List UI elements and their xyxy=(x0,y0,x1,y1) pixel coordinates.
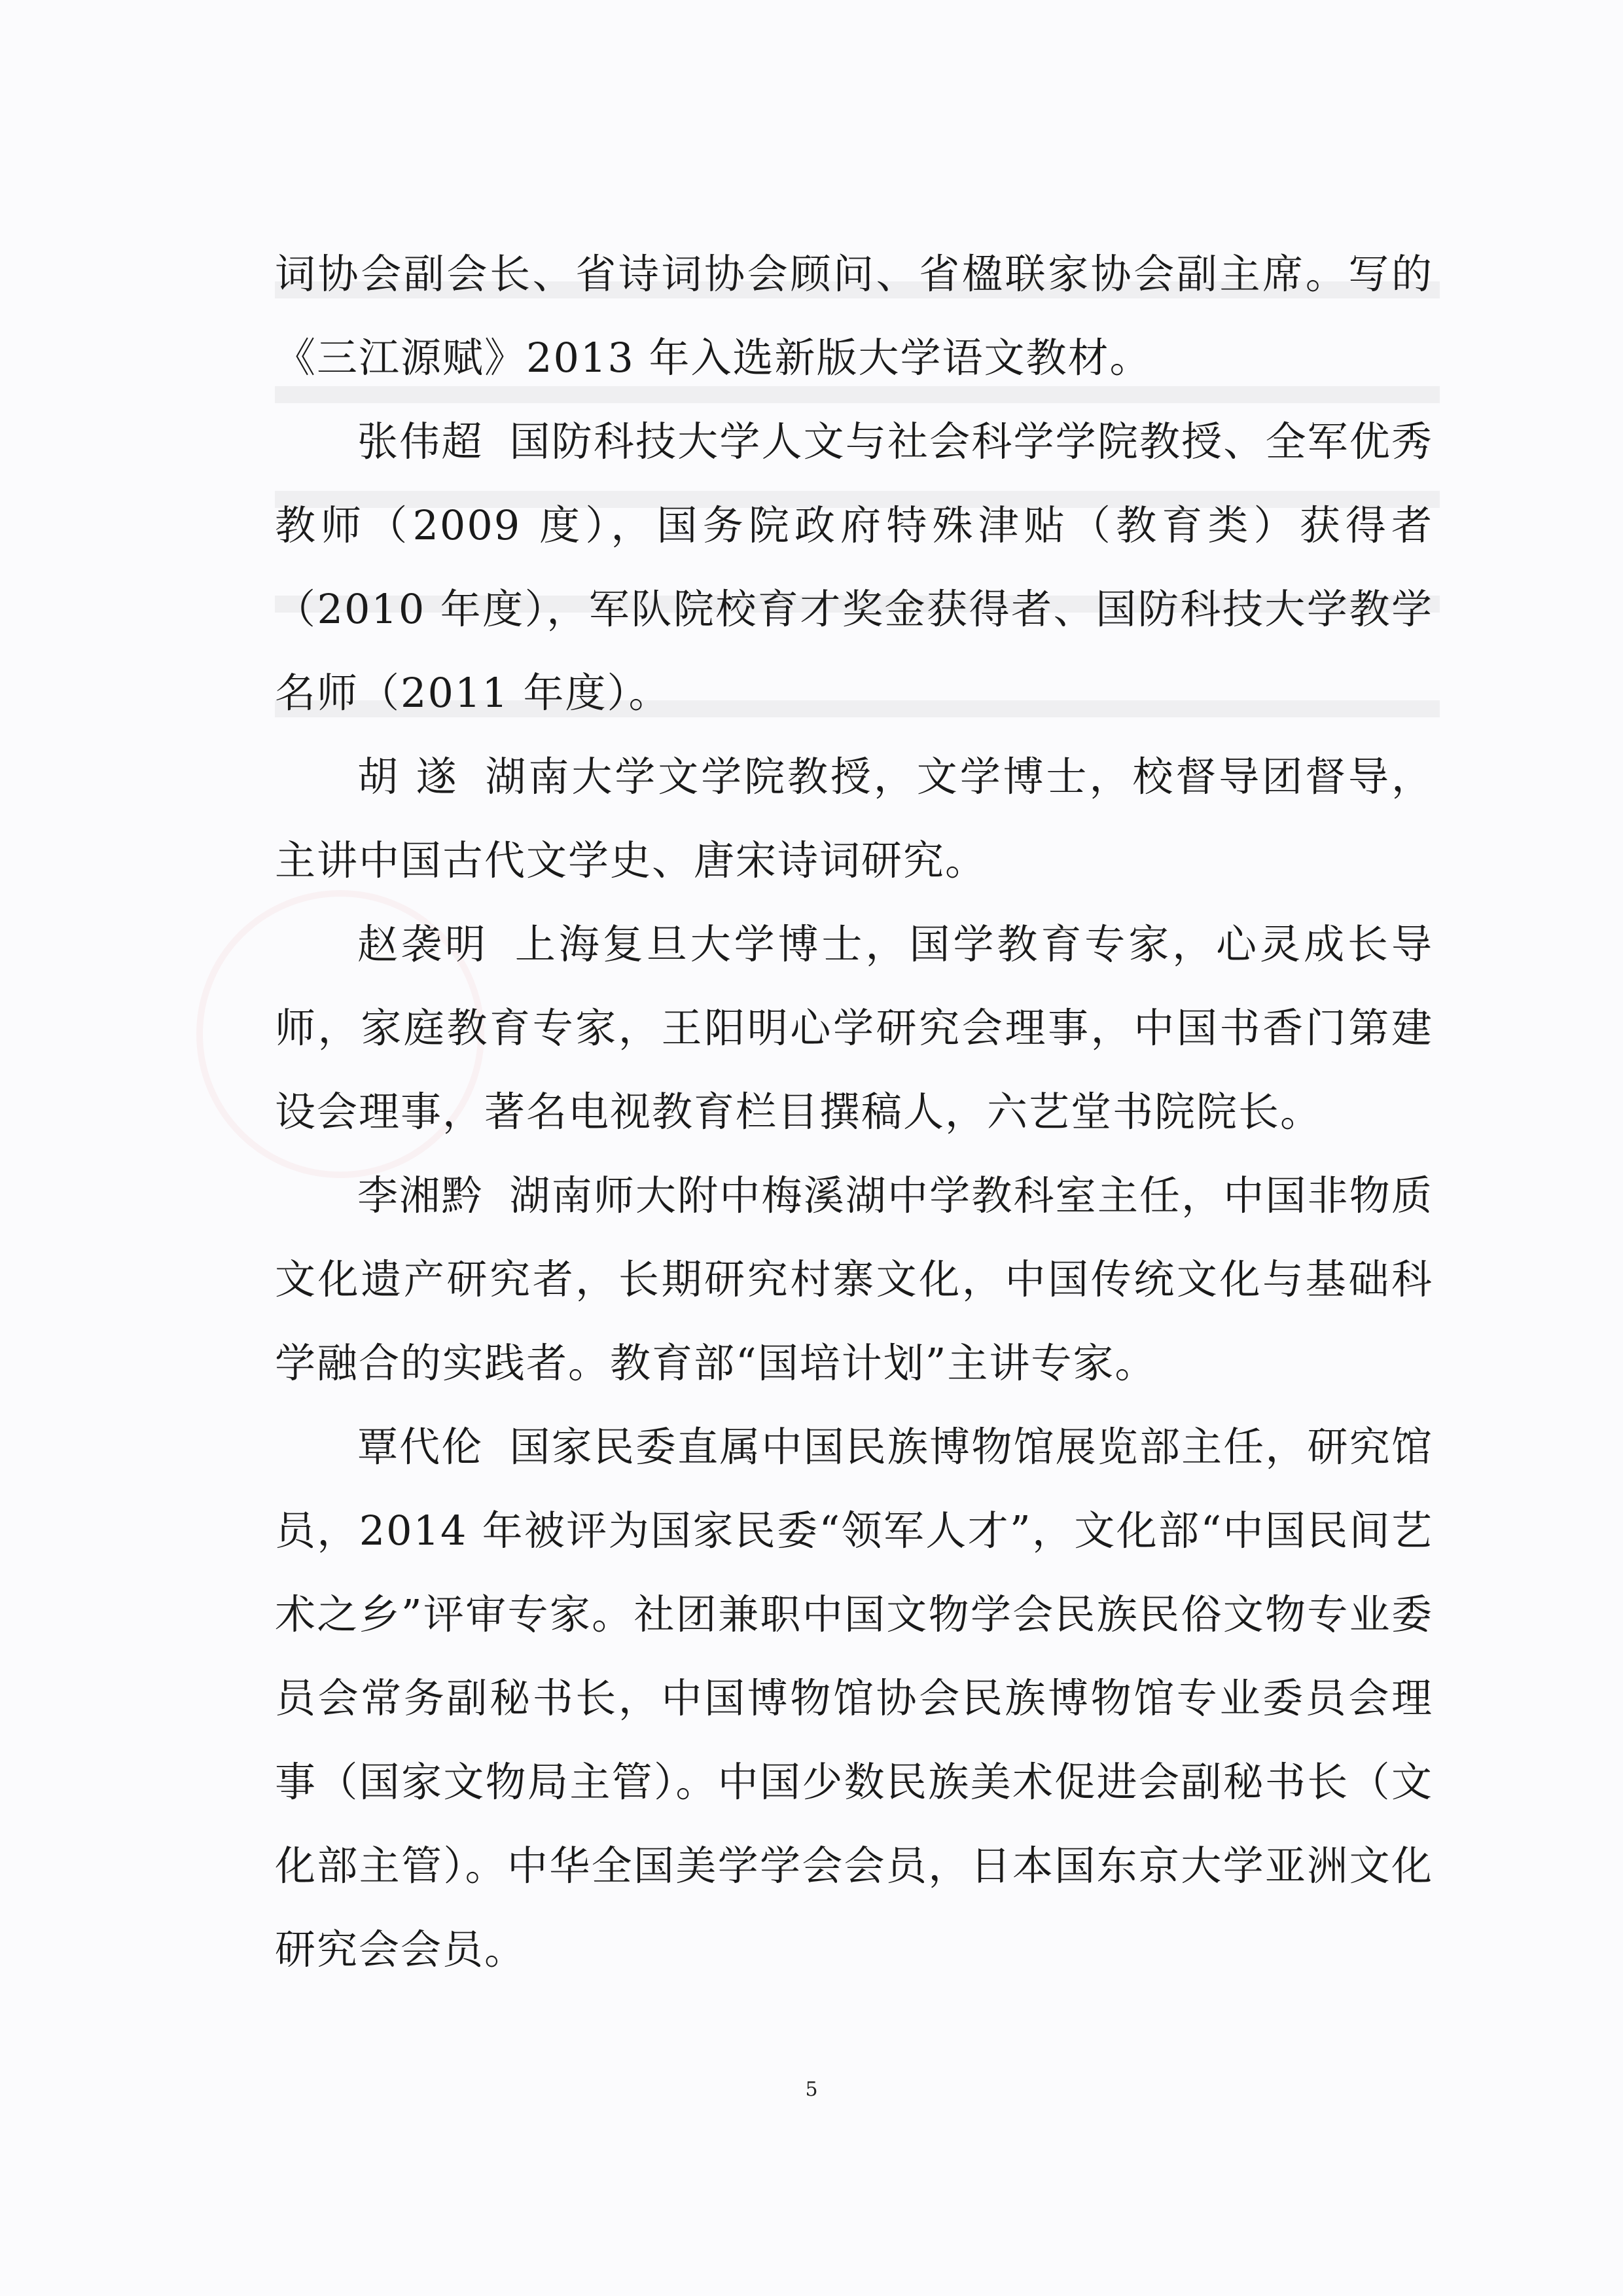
bio-paragraph xyxy=(275,735,1433,903)
paragraph-text: 词协会副会长、省诗词协会顾问、省楹联家协会副主席。写的《三江源赋》2013 年入选新版大学语文教材。 xyxy=(275,250,1433,382)
person-name: 胡 遂 xyxy=(357,753,459,800)
document-body xyxy=(275,232,1433,1992)
person-name: 赵袭明 xyxy=(357,920,489,968)
bio-paragraph xyxy=(275,903,1433,1154)
bio-text: 湖南师大附中梅溪湖中学教科室主任，中国非物质文化遗产研究者，长期研究村寨文化，中国传统文化与基础科学融合的实践者。教育部“国培计划”主讲专家。 xyxy=(275,1172,1433,1387)
bio-text: 湖南大学文学院教授，文学博士，校督导团督导，主讲中国古代文学史、唐宋诗词研究。 xyxy=(275,753,1433,884)
page-number: 5 xyxy=(805,2078,818,2101)
bio-paragraph xyxy=(275,1154,1433,1405)
bio-text: 国家民委直属中国民族博物馆展览部主任，研究馆员，2014 年被评为国家民委“领军人才”，文化部“中国民间艺术之乡”评审专家。社团兼职中国文物学会民族民俗文物专业委员会常务副秘书长，中国博物馆协会民族博物馆专业委员会理事（国家文物局主管）。中国少数民族美术促进会副秘书长（文化部主管）。中华全国美学学会会员，日本国东京大学亚洲文化研究会会员。 xyxy=(275,1423,1433,1973)
bio-text: 上海复旦大学博士，国学教育专家，心灵成长导师，家庭教育专家，王阳明心学研究会理事，中国书香门第建设会理事，著名电视教育栏目撰稿人，六艺堂书院院长。 xyxy=(275,920,1433,1136)
person-name: 张伟超 xyxy=(357,418,484,465)
person-name: 李湘黔 xyxy=(357,1172,484,1219)
bio-paragraph xyxy=(275,1405,1433,1992)
paragraph-continuation xyxy=(275,232,1433,400)
bio-text: 国防科技大学人文与社会科学学院教授、全军优秀教师（2009 度），国务院政府特殊津贴（教育类）获得者（2010 年度），军队院校育才奖金获得者、国防科技大学教学名师（2011 年度）。 xyxy=(275,418,1433,717)
person-name: 覃代伦 xyxy=(357,1423,484,1471)
bio-paragraph xyxy=(275,400,1433,735)
